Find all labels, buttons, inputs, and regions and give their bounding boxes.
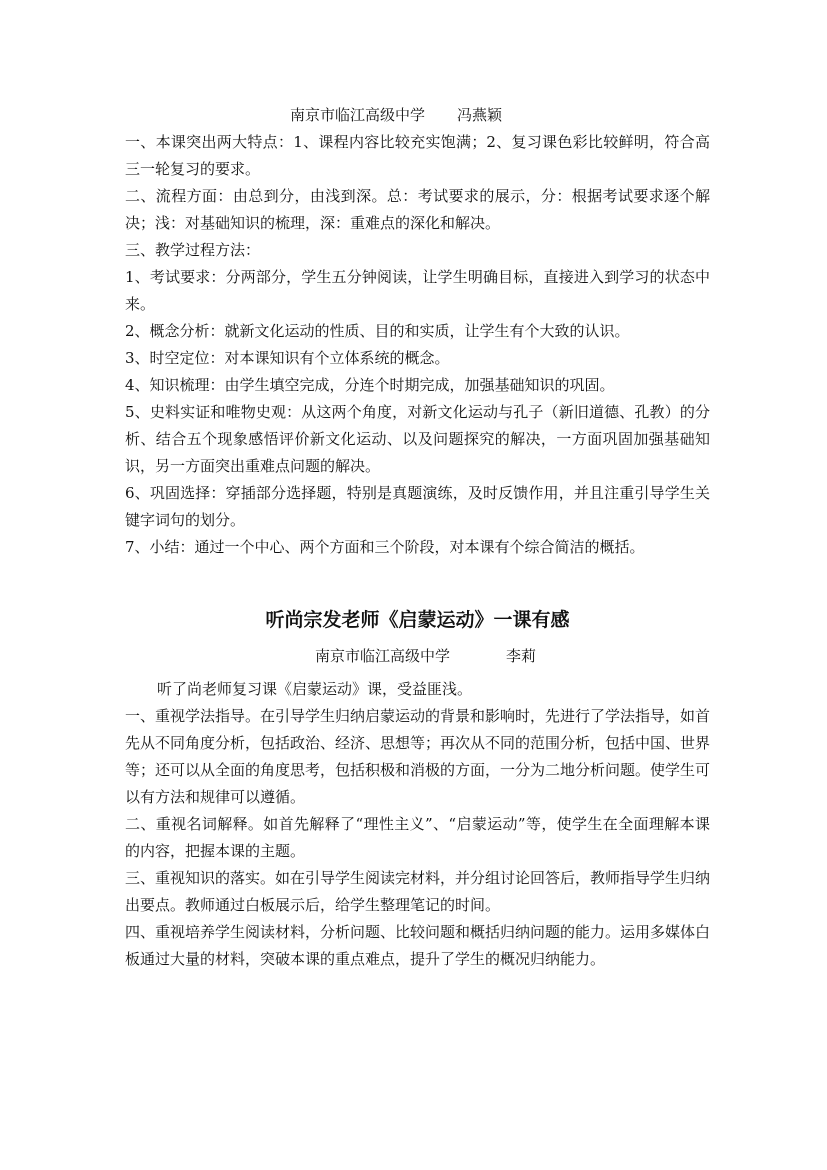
section2-title: 听尚宗发老师《启蒙运动》一课有感 (265, 609, 570, 631)
section2-author-school: 南京市临江高级中学 (315, 647, 451, 665)
section2-author-line (315, 643, 536, 670)
section2-paragraph-3: 三、重视知识的落实。如在引导学生阅读完材料，并分组讨论回答后，教师指导学生归纳出要点。教师通过白板展示后，给学生整理笔记的时间。 (125, 869, 711, 914)
section1-paragraph-3: 三、教学过程方法： (125, 241, 261, 259)
section1-paragraph-6: 3、时空定位：对本课知识有个立体系统的概念。 (125, 349, 450, 367)
section1-paragraph-8: 5、史料实证和唯物史观：从这两个角度，对新文化运动与孔子（新旧道德、孔教）的分析、结合五个现象感悟评价新文化运动、以及问题探究的解决，一方面巩固加强基础知识，另一方面突出重难点问题的解决。 (125, 403, 710, 475)
section1-paragraph-7: 4、知识梳理：由学生填空完成，分连个时期完成，加强基础知识的巩固。 (125, 376, 615, 394)
section1-paragraph-5: 2、概念分析：就新文化运动的性质、目的和实质，让学生有个大致的认识。 (125, 322, 630, 340)
section2-paragraph-2: 二、重视名词解释。如首先解释了“理性主义”、“启蒙运动”等，使学生在全面理解本课的内容，把握本课的主题。 (125, 815, 710, 860)
section1-paragraph-1: 一、本课突出两大特点：1、课程内容比较充实饱满；2、复习课色彩比较鲜明，符合高三一轮复习的要求。 (125, 133, 710, 178)
section1-paragraph-4: 1、考试要求：分两部分，学生五分钟阅读，让学生明确目标，直接进入到学习的状态中来。 (125, 268, 710, 313)
section1-author-line (290, 102, 502, 129)
section2-author-name: 李莉 (506, 647, 537, 665)
section1-author-school: 南京市临江高级中学 (290, 106, 426, 124)
section1-paragraph-9: 6、巩固选择：穿插部分选择题，特别是真题演练，及时反馈作用，并且注重引导学生关键字词句的划分。 (125, 484, 710, 529)
section1-paragraph-2: 二、流程方面：由总到分，由浅到深。总：考试要求的展示，分：根据考试要求逐个解决；浅：对基础知识的梳理，深：重难点的深化和解决。 (125, 187, 710, 232)
section1-author-name: 冯燕颖 (457, 106, 503, 124)
section2-intro: 听了尚老师复习课《启蒙运动》课，受益匪浅。 (157, 680, 473, 698)
section2-paragraph-1: 一、重视学法指导。在引导学生归纳启蒙运动的背景和影响时，先进行了学法指导，如首先从不同角度分析，包括政治、经济、思想等；再次从不同的范围分析，包括中国、世界等；还可以从全面的角度思考，包括积极和消极的方面，一分为二地分析问题。使学生可以有方法和规律可以遵循。 (125, 707, 711, 806)
section2-paragraph-4: 四、重视培养学生阅读材料，分析问题、比较问题和概括归纳问题的能力。运用多媒体白板通过大量的材料，突破本课的重点难点，提升了学生的概况归纳能力。 (125, 923, 711, 968)
section1-paragraph-10: 7、小结：通过一个中心、两个方面和三个阶段，对本课有个综合简洁的概括。 (125, 538, 645, 556)
